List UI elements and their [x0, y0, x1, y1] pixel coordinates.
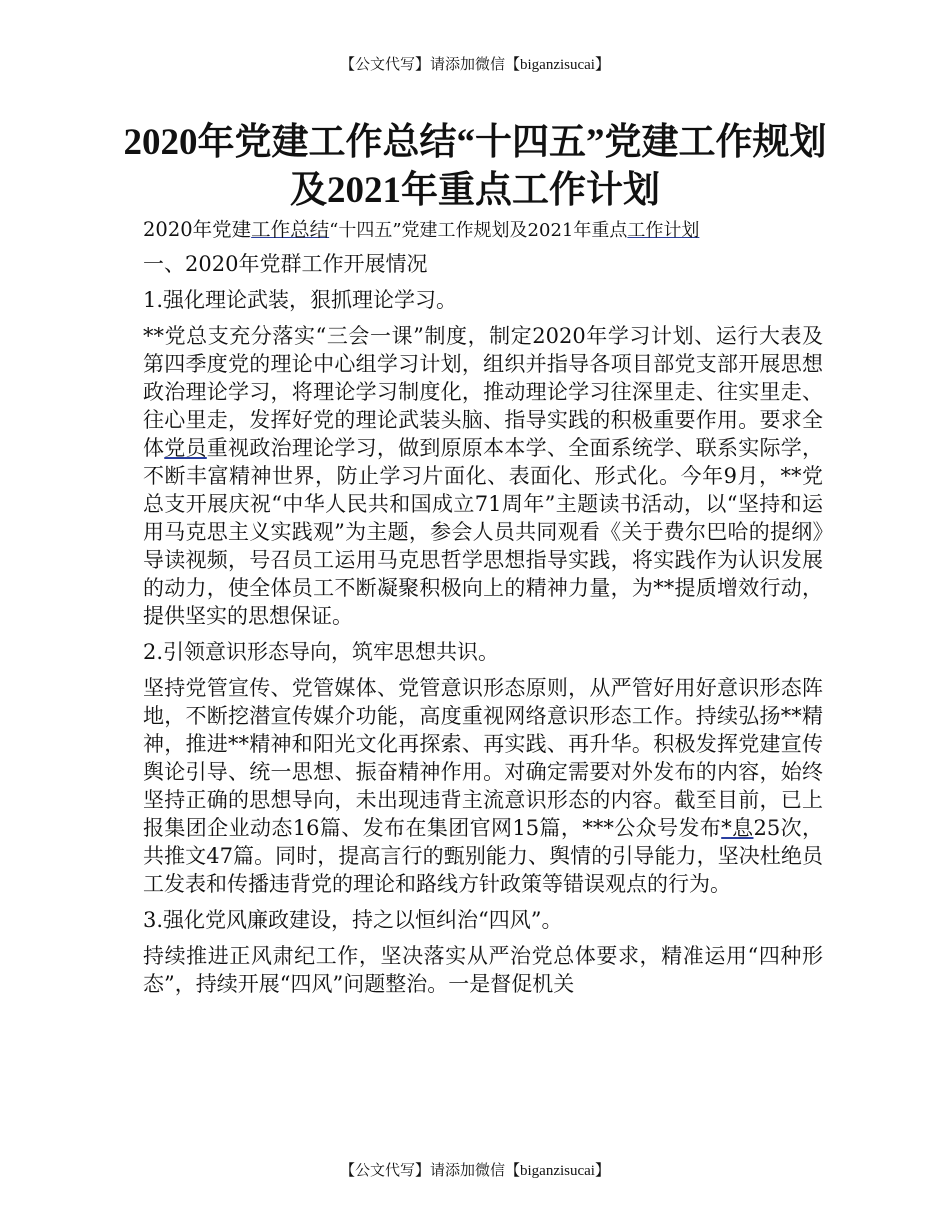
item-1-text-b: 重视政治理论学习，做到原原本本学、全面系统学、联系实际学，不断丰富精神世界，防止学习片面化、表面化、形式化。今年9月，**党总支开展庆祝“中华人民共和国成立71周年”主题读书活动，以“坚持和运用马克思主义实践观”为主题，参会人员共同观看《关于费尔巴哈的提纲》导读视频，号召员工运用马克思哲学思想指导实践，将实践作为认识发展的动力，使全体员工不断凝聚积极向上的精神力量，为**提质增效行动，提供坚实的思想保证。 — [143, 436, 824, 628]
document-subtitle — [143, 217, 843, 244]
page-footer: 【公文代写】请添加微信【biganzisucai】 — [340, 1163, 610, 1179]
item-1-heading: 1.强化理论武装，狠抓理论学习。 — [143, 288, 458, 312]
subtitle-link-work-plan[interactable]: 工作计划 — [627, 220, 700, 241]
item-1-paragraph — [143, 322, 823, 630]
item-3-heading: 3.强化党风廉政建设，持之以恒纠治“四风”。 — [143, 908, 563, 932]
party-member-link[interactable]: 党员 — [164, 436, 207, 460]
page-header: 【公文代写】请添加微信【biganzisucai】 — [340, 57, 610, 73]
section-heading: 一、2020年党群工作开展情况 — [143, 252, 428, 276]
item-2-heading: 2.引领意识形态导向，筑牢思想共识。 — [143, 640, 500, 664]
item-3-paragraph: 持续推进正风肃纪工作，坚决落实从严治党总体要求，精准运用“四种形态”，持续开展“四风”问题整治。一是督促机关 — [143, 944, 823, 996]
subtitle-text-2: “十四五”党建工作规划及2021年重点 — [329, 220, 628, 241]
document-title: 2020年党建工作总结“十四五”党建工作规划及2021年重点工作计划 — [123, 122, 827, 211]
item-2-paragraph — [143, 674, 823, 898]
item-2-text-b: 25次，共推文47篇。同时，提高言行的甄别能力、舆情的引导能力，坚决杜绝员工发表和传播违背党的理论和路线方针政策等错误观点的行为。 — [143, 816, 823, 896]
info-link[interactable]: *息 — [721, 816, 754, 840]
item-1-text-a: **党总支充分落实“三会一课”制度，制定2020年学习计划、运行大表及第四季度党的理论中心组学习计划，组织并指导各项目部党支部开展思想政治理论学习，将理论学习制度化，推动理论学习往深里走、往实里走、往心里走，发挥好党的理论武装头脑、指导实践的积极重要作用。要求全体 — [143, 324, 823, 460]
document-body — [143, 250, 823, 1006]
item-2-text-a: 坚持党管宣传、党管媒体、党管意识形态原则，从严管好用好意识形态阵地，不断挖潜宣传媒介功能，高度重视网络意识形态工作。持续弘扬**精神，推进**精神和阳光文化再探索、再实践、再升华。积极发挥党建宣传舆论引导、统一思想、振奋精神作用。对确定需要对外发布的内容，始终坚持正确的思想导向，未出现违背主流意识形态的内容。截至目前，已上报集团企业动态16篇、发布在集团官网15篇，***公众号发布 — [143, 676, 823, 840]
subtitle-link-work-summary[interactable]: 工作总结 — [251, 218, 330, 241]
subtitle-text-1: 2020年党建 — [143, 218, 252, 241]
